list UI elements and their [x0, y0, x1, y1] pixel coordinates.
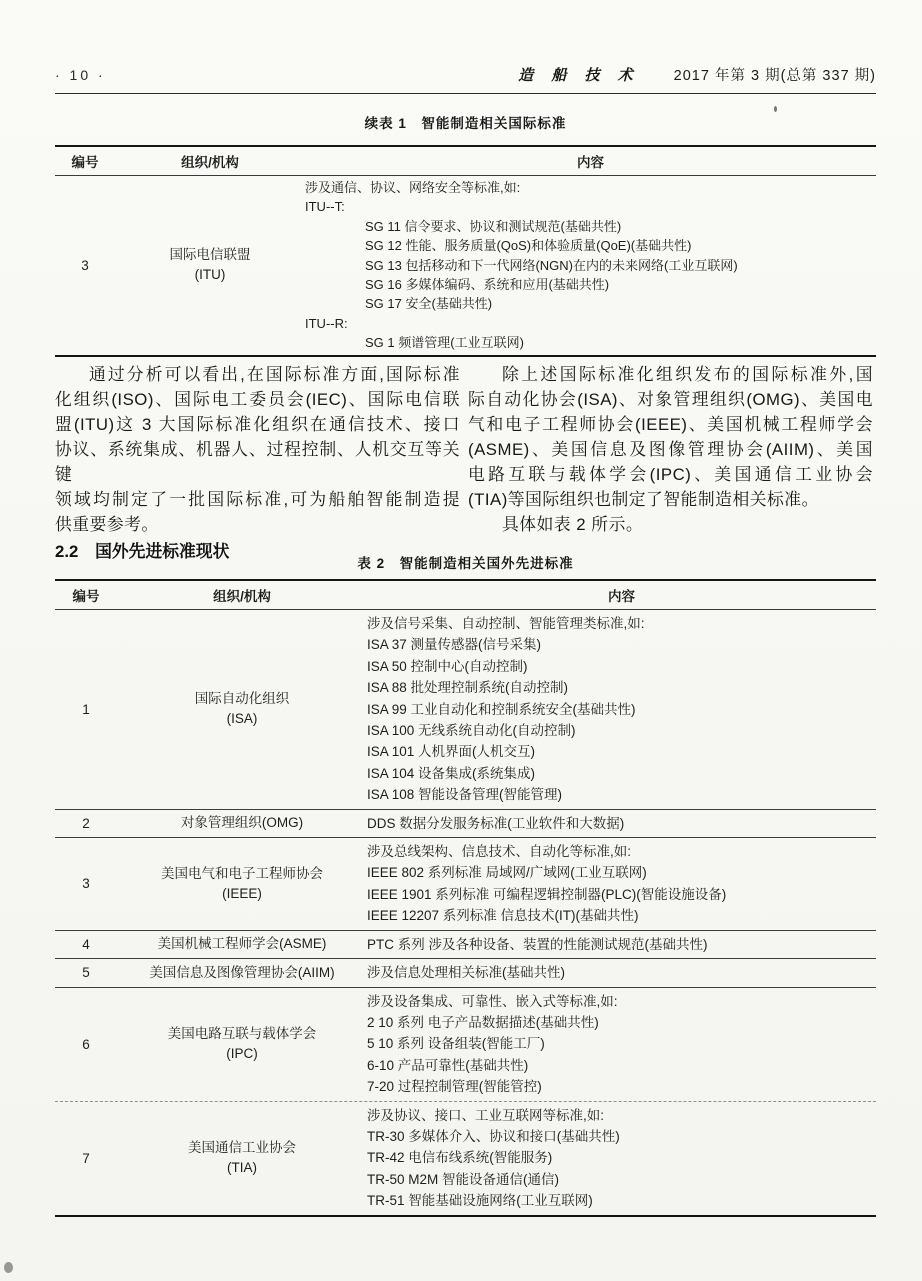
- standard-line: ITU--T:: [305, 199, 345, 215]
- table-row: [55, 959, 876, 987]
- journal-name: 造 船 技 术: [518, 67, 640, 84]
- table-row: [55, 610, 876, 810]
- paragraph-line: 领域均制定了一批国际标准,可为船舶智能制造提: [55, 490, 460, 509]
- organization-line: (IEEE): [222, 885, 262, 901]
- organization-line: 美国电气和电子工程师协会: [161, 865, 323, 881]
- paragraph-line: 协议、系统集成、机器人、过程控制、人机交互等关键: [55, 440, 460, 484]
- paragraph-line: 除上述国际标准化组织发布的国际标准外,国: [502, 365, 873, 384]
- standard-line: SG 12 性能、服务质量(QoS)和体验质量(QoE)(基础共性): [365, 238, 692, 254]
- table2: [55, 552, 876, 1217]
- standard-line: 涉及信号采集、自动控制、智能管理类标准,如:: [367, 616, 645, 631]
- organization-line: (ISA): [226, 711, 258, 727]
- paragraph-line: 化组织(ISO)、国际电工委员会(IEC)、国际电信联: [55, 390, 460, 409]
- standard-line: SG 1 频谱管理(工业互联网): [365, 335, 524, 351]
- row-number: 1: [82, 701, 90, 717]
- table1-header-org: 组织/机构: [181, 155, 239, 170]
- standard-line: IEEE 12207 系列标准 信息技术(IT)(基础共性): [367, 908, 639, 924]
- standard-line: ISA 100 无线系统自动化(自动控制): [367, 723, 576, 739]
- table2-header-row: [55, 579, 876, 610]
- organization-line: 美国机械工程师学会(ASME): [157, 936, 327, 952]
- organization-cell: [117, 934, 367, 954]
- content-cell: [367, 810, 876, 837]
- standard-line: IEEE 802 系列标准 局域网/广域网(工业互联网): [367, 865, 647, 881]
- body-left-column: [55, 362, 460, 565]
- standard-line: SG 17 安全(基础共性): [365, 296, 493, 312]
- table-row: [55, 1102, 876, 1217]
- organization-cell: [117, 1024, 367, 1064]
- paragraph-line: 供重要参考。: [55, 515, 159, 534]
- standard-line: PTC 系列 涉及各种设备、装置的性能测试规范(基础共性): [367, 936, 708, 952]
- paragraph-line: 际自动化协会(ISA)、对象管理组织(OMG)、美国电: [468, 390, 873, 409]
- table1-header-content: 内容: [577, 155, 604, 170]
- standard-line: 涉及设备集成、可靠性、嵌入式等标准,如:: [367, 993, 618, 1009]
- standard-line: 2 10 系列 电子产品数据描述(基础共性): [367, 1014, 599, 1030]
- table2-body: [55, 610, 876, 1217]
- organization-line: (ITU): [194, 267, 226, 283]
- standard-line: ISA 101 人机界面(人机交互): [367, 744, 536, 760]
- body-right-column: [468, 362, 873, 537]
- journal-line: [518, 64, 876, 85]
- row-number: 3: [82, 876, 90, 892]
- organization-line: 国际电信联盟: [169, 247, 251, 263]
- organization-line: 对象管理组织(OMG): [180, 815, 304, 831]
- organization-line: (TIA): [227, 1160, 257, 1176]
- standard-line: 涉及信息处理相关标准(基础共性): [367, 965, 565, 981]
- table-row: [55, 176, 876, 357]
- organization-cell: [117, 813, 367, 833]
- row-number: 6: [82, 1036, 90, 1052]
- standard-line: ISA 88 批处理控制系统(自动控制): [367, 680, 569, 696]
- header-rule: [55, 93, 876, 94]
- row-number: 4: [82, 936, 90, 952]
- organization-cell: [117, 689, 367, 729]
- standard-line: TR-42 电信布线系统(智能服务): [367, 1150, 553, 1166]
- paragraph-line: 盟(ITU)这 3 大国际标准化组织在通信技术、接口: [55, 415, 460, 434]
- organization-line: (IPC): [226, 1046, 258, 1062]
- section-heading: 2.2 国外先进标准现状: [55, 542, 230, 561]
- table1-header-no: 编号: [71, 155, 99, 170]
- table-row: [55, 810, 876, 838]
- scan-speck: [774, 106, 777, 112]
- page-number: · 10 ·: [55, 67, 106, 83]
- standard-line: ISA 108 智能设备管理(智能管理): [367, 787, 563, 803]
- paragraph-line: 电路互联与载体学会(IPC)、美国通信工业协会: [468, 465, 873, 484]
- paragraph-line: (TIA)等国际组织也制定了智能制造相关标准。: [468, 490, 819, 509]
- table1-body: [55, 176, 876, 357]
- standard-line: TR-30 多媒体介入、协议和接口(基础共性): [367, 1128, 620, 1144]
- standard-line: 7-20 过程控制管理(智能管控): [367, 1079, 542, 1095]
- table1-continued: [55, 112, 876, 357]
- content-cell: [367, 610, 876, 809]
- standard-line: 涉及总线架构、信息技术、自动化等标准,如:: [367, 844, 632, 860]
- standard-line: 涉及通信、协议、网络安全等标准,如:: [305, 180, 521, 195]
- table-row: [55, 838, 876, 931]
- organization-cell: [117, 864, 367, 904]
- standard-line: DDS 数据分发服务标准(工业软件和大数据): [367, 815, 625, 831]
- standard-line: SG 11 信令要求、协议和测试规范(基础共性): [365, 218, 622, 234]
- content-cell: [305, 176, 876, 355]
- table2-header-content: 内容: [608, 589, 635, 604]
- paragraph-line: 具体如表 2 所示。: [502, 515, 644, 534]
- page-header: [55, 64, 876, 94]
- standard-line: 涉及协议、接口、工业互联网等标准,如:: [367, 1107, 605, 1123]
- table1-title: 续表 1 智能制造相关国际标准: [364, 116, 567, 131]
- table2-title: 表 2 智能制造相关国外先进标准: [357, 556, 574, 571]
- paragraph-line: (ASME)、美国信息及图像管理协会(AIIM)、美国: [468, 440, 873, 459]
- standard-line: ISA 37 测量传感器(信号采集): [367, 637, 542, 653]
- organization-line: 国际自动化组织: [194, 691, 290, 707]
- standard-line: ISA 50 控制中心(自动控制): [367, 658, 528, 674]
- standard-line: ITU--R:: [305, 315, 348, 331]
- paragraph-line: 气和电子工程师协会(IEEE)、美国机械工程师学会: [468, 415, 873, 434]
- organization-cell: [117, 963, 367, 983]
- header-row: [55, 64, 876, 85]
- standard-line: SG 13 包括移动和下一代网络(NGN)在内的未来网络(工业互联网): [365, 257, 738, 273]
- standard-line: SG 16 多媒体编码、系统和应用(基础共性): [365, 277, 610, 293]
- organization-line: 美国电路互联与载体学会: [167, 1026, 317, 1042]
- organization-cell: [117, 1138, 367, 1178]
- table2-header-org: 组织/机构: [213, 589, 271, 604]
- organization-line: 美国信息及图像管理协会(AIIM): [149, 964, 335, 980]
- row-number: 7: [82, 1150, 90, 1166]
- content-cell: [367, 838, 876, 930]
- table1-header-row: [55, 145, 876, 176]
- content-cell: [367, 988, 876, 1101]
- scan-speck: [4, 1262, 13, 1273]
- issue-info: 2017 年第 3 期(总第 337 期): [673, 68, 876, 84]
- standard-line: 5 10 系列 设备组装(智能工厂): [367, 1036, 545, 1052]
- paragraph-line: 通过分析可以看出,在国际标准方面,国际标准: [89, 365, 460, 384]
- standard-line: TR-51 智能基础设施网络(工业互联网): [367, 1193, 593, 1209]
- standard-line: ISA 104 设备集成(系统集成): [367, 765, 536, 781]
- organization-cell: [115, 245, 305, 285]
- table2-header-no: 编号: [72, 589, 100, 604]
- standard-line: TR-50 M2M 智能设备通信(通信): [367, 1171, 559, 1187]
- organization-line: 美国通信工业协会: [188, 1140, 296, 1156]
- content-cell: [367, 1102, 876, 1215]
- row-number: 2: [82, 815, 90, 831]
- standard-line: IEEE 1901 系列标准 可编程逻辑控制器(PLC)(智能设施设备): [367, 886, 727, 902]
- standard-line: ISA 99 工业自动化和控制系统安全(基础共性): [367, 701, 636, 717]
- table-row: [55, 988, 876, 1102]
- content-cell: [367, 931, 876, 958]
- table-row: [55, 931, 876, 959]
- content-cell: [367, 959, 876, 986]
- row-number: 5: [82, 965, 90, 981]
- row-number: 3: [81, 257, 89, 273]
- standard-line: 6-10 产品可靠性(基础共性): [367, 1057, 529, 1073]
